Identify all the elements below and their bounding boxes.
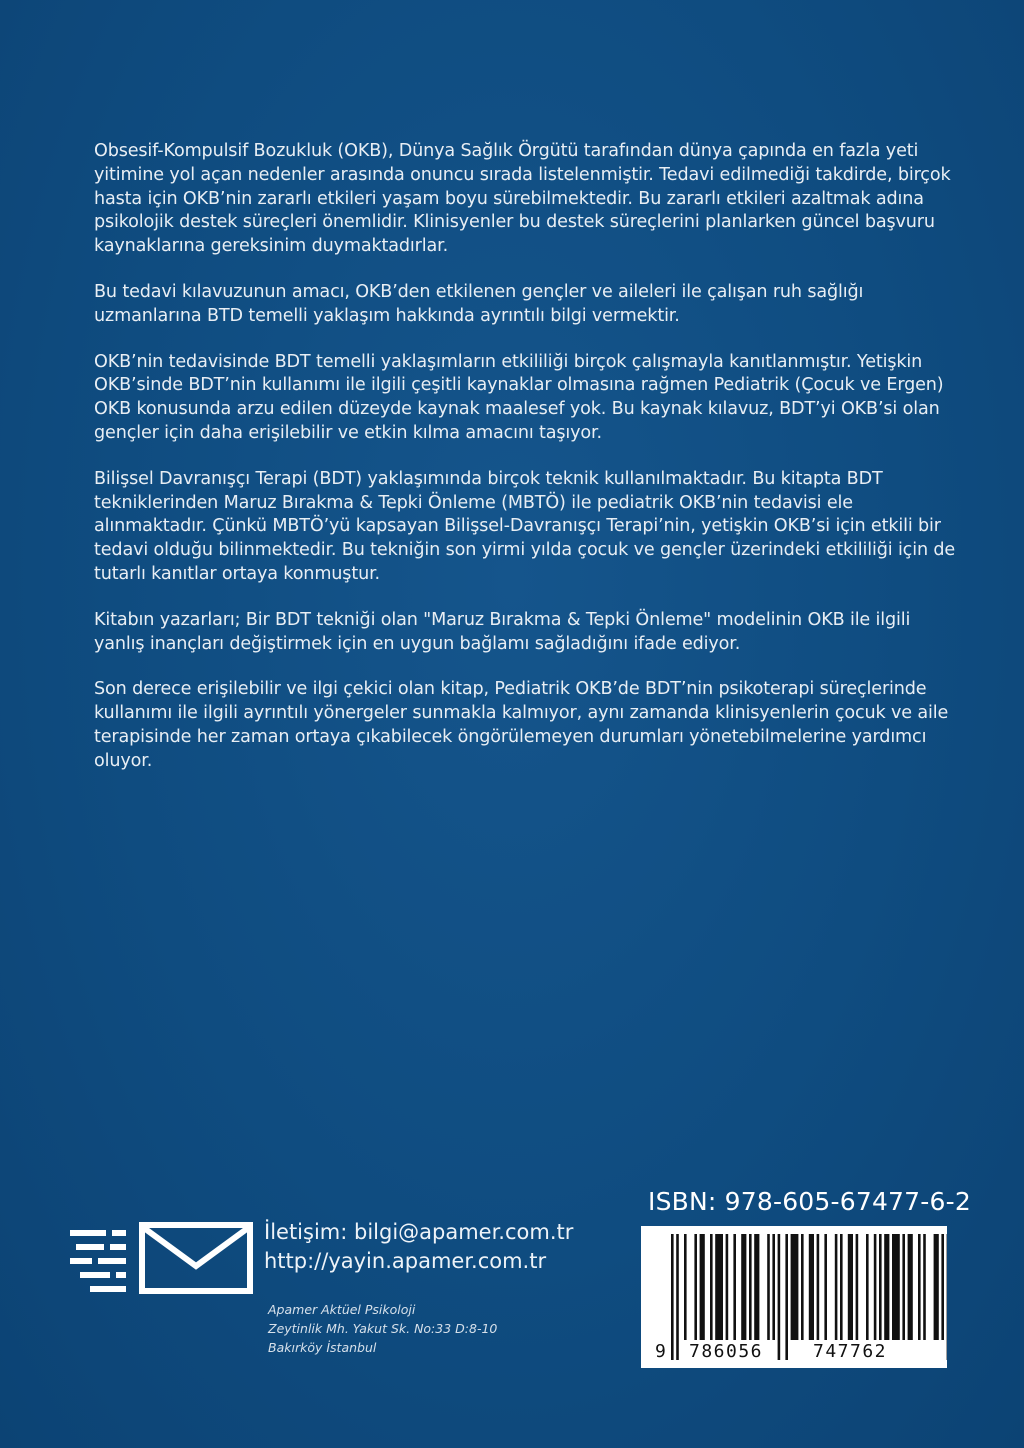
barcode-bar bbox=[866, 1234, 869, 1340]
barcode-digits bbox=[641, 1341, 947, 1365]
barcode-bar bbox=[923, 1234, 926, 1340]
barcode-bar bbox=[715, 1234, 723, 1340]
barcode-bar bbox=[902, 1234, 905, 1340]
contact-website[interactable]: http://yayin.apamer.com.tr bbox=[264, 1249, 547, 1273]
barcode-bar bbox=[817, 1234, 820, 1340]
barcode-bar bbox=[884, 1234, 889, 1340]
barcode-bar bbox=[856, 1234, 859, 1340]
isbn-barcode bbox=[641, 1226, 947, 1368]
paragraph-6: Son derece erişilebilir ve ilgi çekici olan kitap, Pediatrik OKB’de BDT’nin psikoterapi süreçlerinde kullanımı ile ilgili ayrıntılı yönergeler sunmakla kalmıyor, aynı zamanda klinisyenlerin çocuk ve aile terapisinde her zaman ortaya çıkabilecek öngörülemeyen durumları yönetebilmelerine yardımcı oluyor. bbox=[94, 679, 949, 771]
barcode-bar bbox=[710, 1234, 713, 1340]
barcode-bar bbox=[874, 1234, 877, 1340]
barcode-bar bbox=[879, 1234, 882, 1340]
barcode-bar bbox=[848, 1234, 853, 1340]
paragraph-3: OKB’nin tedavisinde BDT temelli yaklaşımların etkililiği birçok çalışmayla kanıtlanmıştır. Yetişkin OKB’sinde BDT’nin kullanımı ile ilgili çeşitli kaynaklar olmasına rağmen Pediatrik (Çocuk ve Ergen) OKB konusunda arzu edilen düzeyde kaynak maalesef yok. Bu kaynak kılavuz, BDT’yi OKB’si olan gençler için daha erişilebilir ve etkin kılma amacını taşıyor. bbox=[94, 351, 944, 443]
address-line-3: Bakırköy İstanbul bbox=[268, 1340, 377, 1355]
publisher-address bbox=[268, 1300, 568, 1357]
barcode-bar bbox=[741, 1234, 746, 1340]
contact-email[interactable]: İletişim: bilgi@apamer.com.tr bbox=[264, 1220, 574, 1244]
barcode-bar bbox=[767, 1234, 770, 1340]
barcode-bar bbox=[726, 1234, 729, 1340]
barcode-bar bbox=[791, 1234, 799, 1340]
barcode-bar bbox=[835, 1234, 838, 1340]
paragraph-1: Obsesif-Kompulsif Bozukluk (OKB), Dünya Sağlık Örgütü tarafından dünya çapında en fazla yeti yitimine yol açan nedenler arasında onuncu sırada listelenmiştir. Tedavi edilmediği takdirde, birçok hasta için OKB’nin zararlı etkileri yaşam boyu sürebilmektedir. Bu zararlı etkileri azaltmak adına psikolojik destek süreçleri önemlidir. Klinisyenler bu destek süreçlerini planlarken güncel başvuru kaynaklarına gereksinim duymaktadırlar. bbox=[94, 141, 951, 257]
paragraph-2: Bu tedavi kılavuzunun amacı, OKB’den etkilenen gençler ve aileleri ile çalışan ruh sağlığı uzmanlarına BTD temelli yaklaşım hakkında ayrıntılı bilgi vermektir. bbox=[94, 281, 864, 326]
barcode-bar bbox=[733, 1234, 736, 1340]
barcode-bar bbox=[700, 1234, 705, 1340]
barcode-bar bbox=[908, 1234, 913, 1340]
barcode-bar bbox=[694, 1234, 697, 1340]
isbn-label: ISBN: 978-605-67477-6-2 bbox=[648, 1187, 971, 1216]
address-line-2: Zeytinlik Mh. Yakut Sk. No:33 D:8-10 bbox=[268, 1321, 498, 1336]
barcode-bar bbox=[809, 1234, 814, 1340]
blurb-text bbox=[94, 140, 966, 796]
barcode-bar bbox=[824, 1234, 827, 1340]
barcode-bar bbox=[840, 1234, 843, 1340]
barcode-digits-left: 786056 bbox=[689, 1341, 764, 1362]
contact-lines bbox=[264, 1218, 624, 1276]
address-line-1: Apamer Aktüel Psikoloji bbox=[268, 1302, 416, 1317]
barcode-digits-right: 747762 bbox=[813, 1341, 888, 1362]
barcode-bar bbox=[934, 1234, 939, 1340]
barcode-bar bbox=[684, 1234, 687, 1340]
barcode-digit-first: 9 bbox=[655, 1341, 666, 1362]
mail-envelope-icon bbox=[70, 1222, 255, 1294]
barcode-bar bbox=[749, 1234, 752, 1340]
barcode-bar bbox=[892, 1234, 900, 1340]
barcode-bar bbox=[918, 1234, 921, 1340]
barcode-bar bbox=[941, 1234, 944, 1340]
paragraph-4: Bilişsel Davranışçı Terapi (BDT) yaklaşımında birçok teknik kullanılmaktadır. Bu kitapta BDT tekniklerinden Maruz Bırakma & Tepki Önleme (MBTÖ) ile pediatrik OKB’nin tedavisi ele alınmaktadır. Çünkü MBTÖ’yü kapsayan Bilişsel-Davranışçı Terapi’nin, yetişkin OKB’si için etkili bir tedavi olduğu bilinmektedir. Bu tekniğin son yirmi yılda çocuk ve gençler üzerindeki etkililiği için de tutarlı kanıtlar ortaya konmuştur. bbox=[94, 468, 956, 584]
barcode-bar bbox=[801, 1234, 804, 1340]
paragraph-5: Kitabın yazarları; Bir BDT tekniği olan "Maruz Bırakma & Tepki Önleme" modelinin OKB ile ilgili yanlış inançları değiştirmek için en uygun bağlamı sağladığını ifade ediyor. bbox=[94, 609, 911, 654]
barcode-bar bbox=[754, 1234, 759, 1340]
barcode-bar bbox=[772, 1234, 775, 1340]
